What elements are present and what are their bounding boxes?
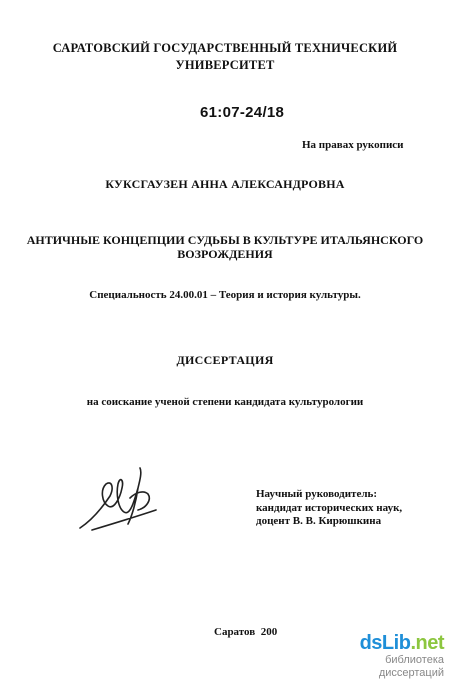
degree-line: на соискание ученой степени кандидата культурологии (86, 396, 364, 408)
supervisor-line-1: Научный руководитель: (256, 488, 377, 500)
document-type: ДИССЕРТАЦИЯ (176, 353, 274, 367)
signature-image (72, 458, 162, 548)
thesis-title (0, 233, 450, 261)
university-line-1: САРАТОВСКИЙ ГОСУДАРСТВЕННЫЙ ТЕХНИЧЕСКИЙ (52, 41, 398, 55)
logo-main: dsLib (359, 632, 411, 654)
thesis-title-line-1: АНТИЧНЫЕ КОНЦЕПЦИИ СУДЬБЫ В КУЛЬТУРЕ ИТАЛЬЯНСКОГО (26, 233, 424, 247)
catalog-code: 61:07-24/18 (200, 104, 285, 121)
logo-tld: .net (410, 632, 444, 654)
watermark-subtitle: библиотека диссертаций (378, 654, 444, 679)
supervisor-line-3: доцент В. В. Кирюшкина (256, 515, 382, 527)
university-line-2: УНИВЕРСИТЕТ (175, 58, 275, 72)
place-year: Саратов 200 (214, 626, 278, 638)
dslib-logo (348, 632, 444, 654)
dslib-watermark (348, 632, 444, 680)
author-name: КУКСГАУЗЕН АННА АЛЕКСАНДРОВНА (105, 177, 345, 191)
supervisor-line-2: кандидат исторических наук, (256, 501, 403, 514)
rights-note: На правах рукописи (302, 139, 404, 151)
specialty: Специальность 24.00.01 – Теория и история культуры. (89, 289, 361, 301)
university-name (0, 40, 450, 74)
thesis-title-line-2: ВОЗРОЖДЕНИЯ (177, 247, 273, 261)
supervisor-block (256, 488, 402, 529)
